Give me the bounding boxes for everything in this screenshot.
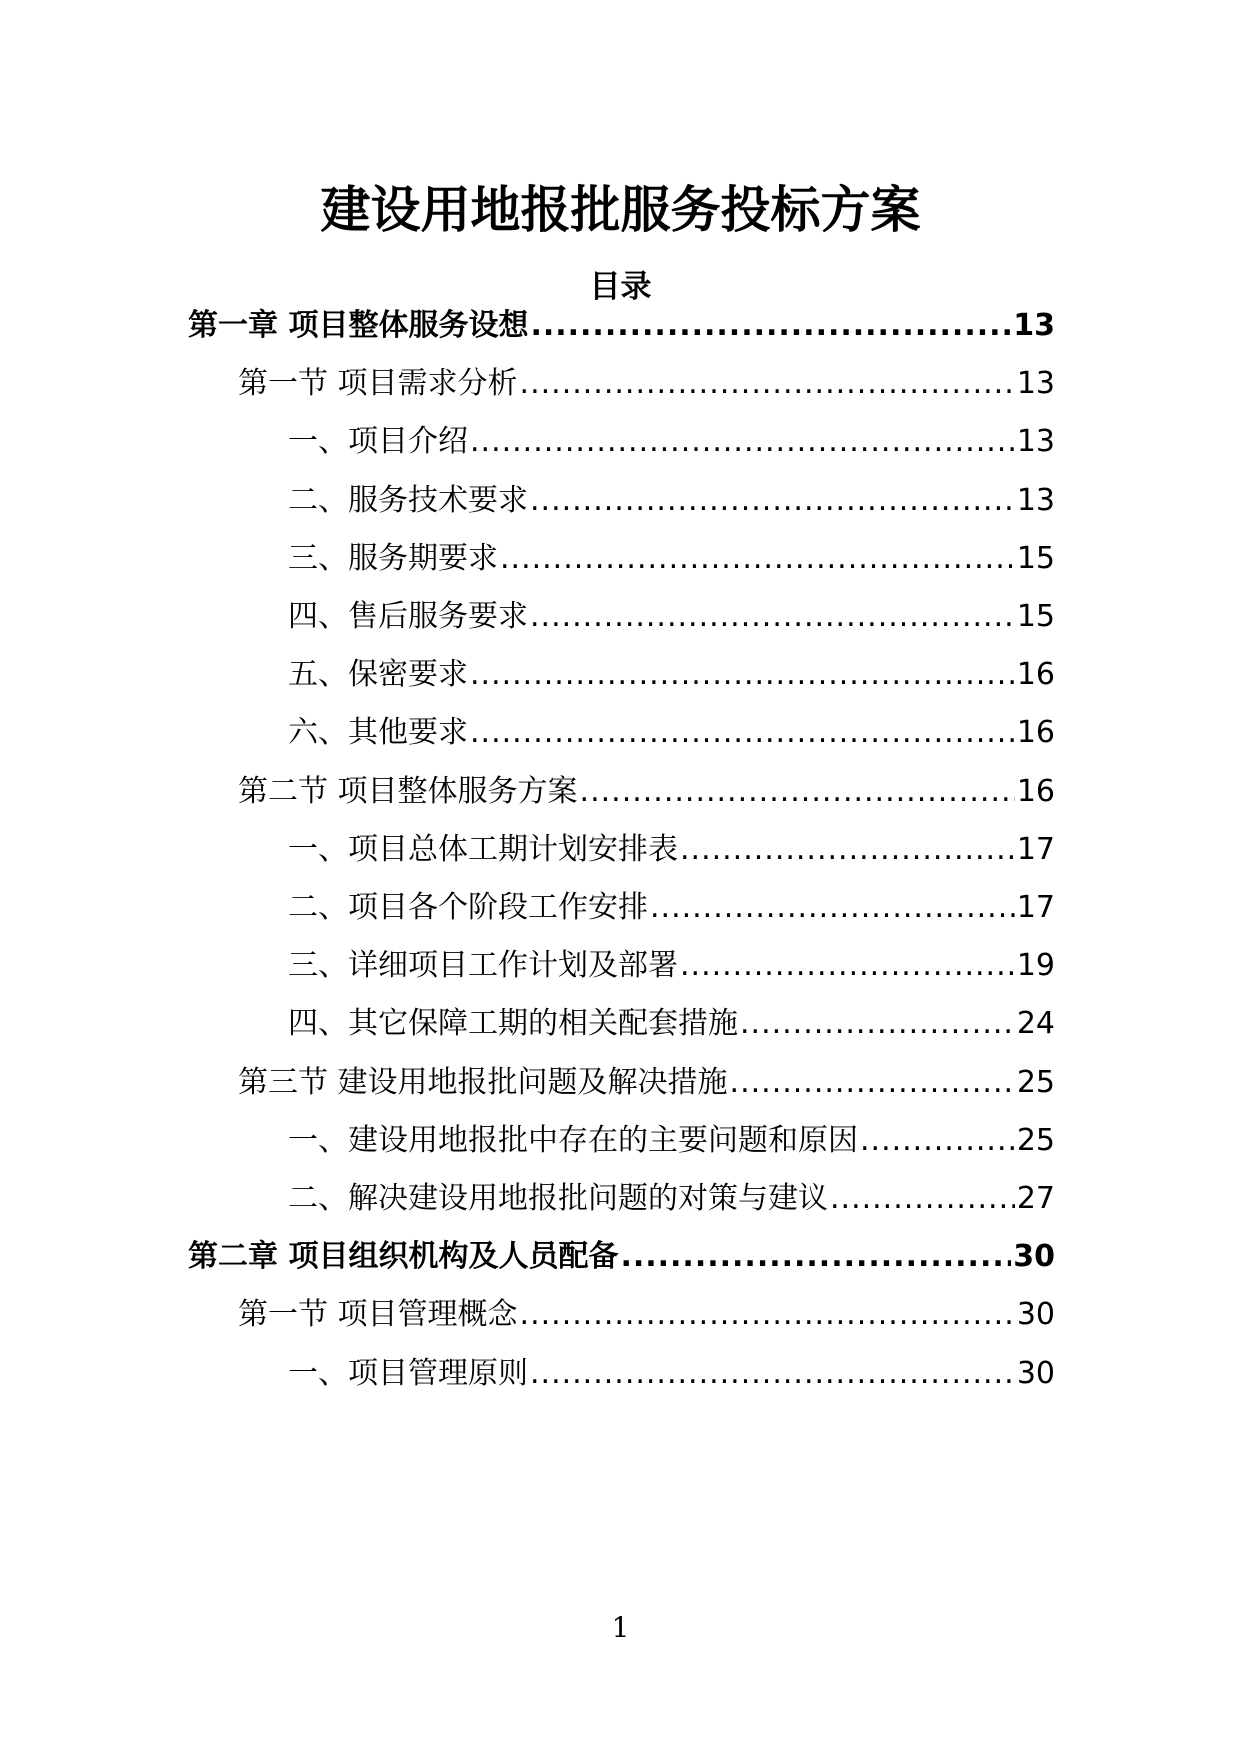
toc-leader-dots (470, 708, 1015, 758)
toc-entry-label: 二、项目各个阶段工作安排 (288, 890, 648, 925)
toc-leader-dots (580, 767, 1015, 817)
toc-leader-dots (680, 941, 1015, 991)
toc-leader-dots (740, 999, 1015, 1049)
toc-entry-label: 第一章 项目整体服务设想 (188, 308, 529, 343)
toc-entry-page: 25 (1016, 1064, 1055, 1100)
toc-entry-page: 16 (1016, 715, 1055, 751)
toc-entry[interactable] (238, 767, 1055, 817)
toc-entry-page: 30 (1013, 1239, 1055, 1275)
toc-entry-label: 一、项目总体工期计划安排表 (288, 831, 678, 867)
toc-entry[interactable] (288, 417, 1055, 467)
page-number: 1 (611, 1611, 630, 1644)
toc-entry-page: 30 (1016, 1355, 1055, 1391)
toc-entry[interactable] (238, 1058, 1055, 1108)
toc-entry[interactable] (288, 941, 1055, 991)
toc-entry[interactable] (288, 1116, 1055, 1166)
toc-entry[interactable] (188, 301, 1055, 351)
toc-leader-dots (520, 1290, 1015, 1340)
toc-leader-dots (830, 1174, 1015, 1224)
toc-entry[interactable] (288, 999, 1055, 1049)
toc-entry[interactable] (288, 650, 1055, 700)
toc-entry[interactable] (288, 1349, 1055, 1399)
toc-leader-dots (530, 301, 1011, 351)
toc-entry[interactable] (288, 592, 1055, 642)
toc-entry[interactable] (288, 708, 1055, 758)
toc-entry-label: 第一节 项目管理概念 (238, 1297, 518, 1333)
toc-entry-page: 17 (1016, 890, 1055, 925)
toc-entry[interactable] (288, 534, 1055, 584)
toc-entry-page: 17 (1016, 831, 1055, 867)
toc-entry-label: 二、解决建设用地报批问题的对策与建议 (288, 1181, 828, 1216)
toc-leader-dots (470, 650, 1015, 700)
toc-leader-dots (530, 592, 1015, 642)
toc-entry[interactable] (238, 359, 1055, 409)
toc-entry-label: 第三节 建设用地报批问题及解决措施 (238, 1064, 728, 1100)
toc-entry-label: 一、项目介绍 (288, 424, 468, 460)
toc-leader-dots (470, 417, 1015, 467)
toc-entry[interactable] (188, 1232, 1055, 1282)
toc-entry-page: 19 (1016, 948, 1055, 984)
toc-entry-page: 16 (1016, 657, 1055, 693)
toc-entry-label: 二、服务技术要求 (288, 482, 528, 518)
toc-entry-label: 三、详细项目工作计划及部署 (288, 948, 678, 984)
toc-entry-label: 一、建设用地报批中存在的主要问题和原因 (288, 1122, 858, 1158)
toc-entry[interactable] (238, 1290, 1055, 1340)
toc-leader-dots (860, 1116, 1015, 1166)
toc-entry-page: 15 (1016, 599, 1055, 634)
toc-entry-page: 13 (1013, 308, 1055, 343)
toc-leader-dots (730, 1058, 1015, 1108)
toc-leader-dots (620, 1232, 1011, 1282)
toc-entry-label: 五、保密要求 (288, 657, 468, 693)
toc-leader-dots (520, 359, 1015, 409)
toc-entry-page: 25 (1016, 1122, 1055, 1158)
toc-entry-label: 四、其它保障工期的相关配套措施 (288, 1006, 738, 1042)
toc-entry-label: 第二章 项目组织机构及人员配备 (188, 1239, 619, 1275)
toc-heading: 目录 (589, 269, 652, 305)
toc-leader-dots (680, 825, 1015, 875)
toc-entry[interactable] (288, 1174, 1055, 1224)
toc-entry-page: 15 (1016, 540, 1055, 576)
toc-leader-dots (650, 883, 1015, 933)
toc-entry-label: 第一节 项目需求分析 (238, 366, 518, 402)
toc-entry-label: 四、售后服务要求 (288, 599, 528, 634)
toc-entry-page: 30 (1016, 1297, 1055, 1333)
toc-entry-page: 13 (1016, 366, 1055, 402)
document-title: 建设用地报批服务投标方案 (320, 181, 921, 239)
toc-entry-label: 三、服务期要求 (288, 540, 498, 576)
toc-entry-page: 24 (1016, 1006, 1055, 1042)
toc-leader-dots (500, 534, 1015, 584)
toc-leader-dots (530, 476, 1015, 526)
toc-entry[interactable] (288, 825, 1055, 875)
toc-entry-label: 六、其他要求 (288, 715, 468, 751)
toc-entry[interactable] (288, 476, 1055, 526)
toc-entry[interactable] (288, 883, 1055, 933)
toc-entry-label: 第二节 项目整体服务方案 (238, 773, 578, 809)
toc-entry-page: 13 (1016, 482, 1055, 518)
toc-entry-page: 27 (1016, 1181, 1055, 1216)
toc-entry-page: 16 (1016, 773, 1055, 809)
toc-entry-page: 13 (1016, 424, 1055, 460)
toc-leader-dots (530, 1349, 1015, 1399)
toc-entry-label: 一、项目管理原则 (288, 1355, 528, 1391)
